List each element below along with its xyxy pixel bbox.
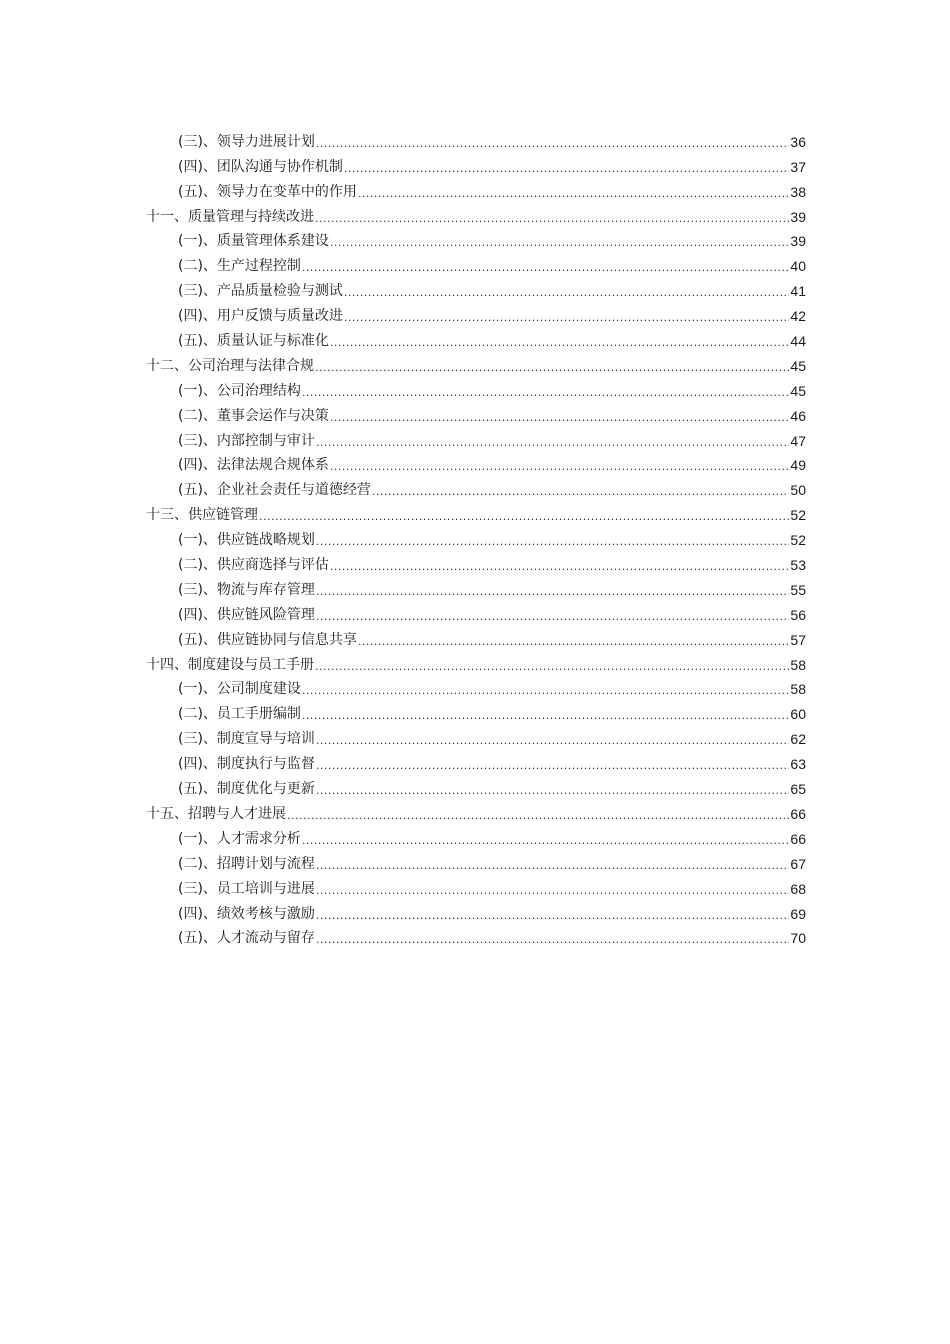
toc-dot-leader xyxy=(316,884,789,898)
toc-entry-title: (三)、内部控制与审计 xyxy=(178,432,315,449)
toc-entry-page: 52 xyxy=(790,532,806,549)
toc-dot-leader xyxy=(302,834,789,848)
toc-entry[interactable] xyxy=(146,923,806,948)
toc-entry[interactable] xyxy=(146,474,806,499)
toc-entry[interactable] xyxy=(146,848,806,873)
toc-dot-leader xyxy=(315,660,789,674)
toc-entry-title: (二)、董事会运作与决策 xyxy=(178,407,329,424)
toc-dot-leader xyxy=(287,809,789,823)
toc-entry[interactable] xyxy=(146,400,806,425)
toc-entry-title: (一)、公司治理结构 xyxy=(178,382,301,399)
toc-entry-page: 68 xyxy=(790,880,806,897)
toc-entry-title: (三)、产品质量检验与测试 xyxy=(178,283,343,300)
toc-entry-title: (四)、绩效考核与激励 xyxy=(178,905,315,922)
toc-entry[interactable] xyxy=(146,176,806,201)
toc-entry-page: 38 xyxy=(790,183,806,200)
toc-entry-title: (一)、供应链战略规划 xyxy=(178,532,315,549)
toc-chapter-entry[interactable] xyxy=(146,649,806,674)
toc-entry-page: 57 xyxy=(790,631,806,648)
toc-dot-leader xyxy=(316,859,789,873)
toc-dot-leader xyxy=(316,759,789,773)
toc-entry-title: (一)、人才需求分析 xyxy=(178,830,301,847)
toc-entry[interactable] xyxy=(146,599,806,624)
toc-entry-page: 66 xyxy=(790,805,806,822)
toc-entry-page: 44 xyxy=(790,333,806,350)
toc-dot-leader xyxy=(344,162,789,176)
toc-entry-title: (二)、生产过程控制 xyxy=(178,258,301,275)
toc-dot-leader xyxy=(316,784,789,798)
toc-entry[interactable] xyxy=(146,574,806,599)
toc-entry-title: (五)、人才流动与留存 xyxy=(178,930,315,947)
toc-dot-leader xyxy=(259,510,789,524)
toc-dot-leader xyxy=(344,311,789,325)
toc-entry-page: 55 xyxy=(790,581,806,598)
toc-entry-title: 十一、质量管理与持续改进 xyxy=(146,208,314,225)
toc-entry-title: 十二、公司治理与法律合规 xyxy=(146,357,314,374)
toc-entry-title: (四)、制度执行与监督 xyxy=(178,756,315,773)
toc-entry-page: 39 xyxy=(790,233,806,250)
toc-entry-title: (三)、物流与库存管理 xyxy=(178,581,315,598)
toc-entry[interactable] xyxy=(146,898,806,923)
toc-chapter-entry[interactable] xyxy=(146,350,806,375)
toc-entry[interactable] xyxy=(146,325,806,350)
toc-dot-leader xyxy=(330,336,789,350)
toc-dot-leader xyxy=(316,610,789,624)
toc-dot-leader xyxy=(302,386,789,400)
toc-entry-page: 70 xyxy=(790,930,806,947)
toc-entry-page: 36 xyxy=(790,133,806,150)
toc-entry[interactable] xyxy=(146,549,806,574)
toc-entry-page: 53 xyxy=(790,557,806,574)
toc-entry-page: 69 xyxy=(790,905,806,922)
toc-chapter-entry[interactable] xyxy=(146,201,806,226)
toc-entry-page: 65 xyxy=(790,781,806,798)
toc-entry-page: 45 xyxy=(790,382,806,399)
toc-entry-title: (二)、供应商选择与评估 xyxy=(178,557,329,574)
toc-entry-page: 47 xyxy=(790,432,806,449)
toc-dot-leader xyxy=(315,212,789,226)
toc-entry-page: 39 xyxy=(790,208,806,225)
toc-entry-title: (五)、企业社会责任与道德经营 xyxy=(178,482,371,499)
toc-entry-title: 十三、供应链管理 xyxy=(146,507,258,524)
toc-entry-title: (五)、质量认证与标准化 xyxy=(178,333,329,350)
toc-dot-leader xyxy=(358,635,789,649)
toc-entry[interactable] xyxy=(146,723,806,748)
toc-dot-leader xyxy=(330,236,789,250)
toc-entry-title: (三)、制度宣导与培训 xyxy=(178,731,315,748)
toc-entry-title: (三)、领导力进展计划 xyxy=(178,133,315,150)
toc-dot-leader xyxy=(316,909,789,923)
toc-entry[interactable] xyxy=(146,748,806,773)
toc-dot-leader xyxy=(302,709,789,723)
toc-entry-page: 46 xyxy=(790,407,806,424)
toc-dot-leader xyxy=(316,137,789,151)
toc-dot-leader xyxy=(316,585,789,599)
toc-entry-title: (二)、员工手册编制 xyxy=(178,706,301,723)
toc-chapter-entry[interactable] xyxy=(146,499,806,524)
toc-entry[interactable] xyxy=(146,300,806,325)
toc-entry-page: 67 xyxy=(790,855,806,872)
toc-entry-page: 58 xyxy=(790,656,806,673)
toc-entry-title: (一)、公司制度建设 xyxy=(178,681,301,698)
toc-entry-page: 52 xyxy=(790,507,806,524)
toc-entry-title: 十四、制度建设与员工手册 xyxy=(146,656,314,673)
toc-entry-page: 45 xyxy=(790,357,806,374)
toc-entry-page: 42 xyxy=(790,308,806,325)
toc-entry-title: (四)、用户反馈与质量改进 xyxy=(178,308,343,325)
toc-dot-leader xyxy=(316,436,789,450)
toc-entry-page: 50 xyxy=(790,482,806,499)
toc-entry-page: 60 xyxy=(790,706,806,723)
toc-entry-page: 63 xyxy=(790,756,806,773)
toc-dot-leader xyxy=(302,261,789,275)
toc-entry[interactable] xyxy=(146,624,806,649)
toc-entry-title: (四)、团队沟通与协作机制 xyxy=(178,158,343,175)
toc-entry-title: (二)、招聘计划与流程 xyxy=(178,855,315,872)
toc-entry-page: 37 xyxy=(790,158,806,175)
toc-entry[interactable] xyxy=(146,425,806,450)
toc-entry[interactable] xyxy=(146,375,806,400)
toc-entry-title: (四)、供应链风险管理 xyxy=(178,606,315,623)
toc-entry[interactable] xyxy=(146,674,806,699)
toc-dot-leader xyxy=(344,286,789,300)
toc-entry-page: 56 xyxy=(790,606,806,623)
toc-entry[interactable] xyxy=(146,450,806,475)
toc-dot-leader xyxy=(330,411,789,425)
toc-dot-leader xyxy=(315,361,789,375)
toc-dot-leader xyxy=(316,535,789,549)
toc-entry-title: (一)、质量管理体系建设 xyxy=(178,233,329,250)
toc-entry-page: 40 xyxy=(790,258,806,275)
toc-entry[interactable] xyxy=(146,151,806,176)
toc-dot-leader xyxy=(358,187,789,201)
toc-entry-title: (五)、领导力在变革中的作用 xyxy=(178,183,357,200)
toc-dot-leader xyxy=(330,460,789,474)
toc-entry[interactable] xyxy=(146,698,806,723)
toc-dot-leader xyxy=(316,734,789,748)
toc-dot-leader xyxy=(302,684,789,698)
toc-entry[interactable] xyxy=(146,275,806,300)
toc-entry-title: (四)、法律法规合规体系 xyxy=(178,457,329,474)
toc-entry[interactable] xyxy=(146,226,806,251)
toc-entry-page: 41 xyxy=(790,283,806,300)
toc-entry-title: 十五、招聘与人才进展 xyxy=(146,805,286,822)
toc-dot-leader xyxy=(372,485,789,499)
toc-entry[interactable] xyxy=(146,773,806,798)
toc-entry[interactable] xyxy=(146,126,806,151)
toc-entry-page: 66 xyxy=(790,830,806,847)
toc-chapter-entry[interactable] xyxy=(146,798,806,823)
toc-entry-page: 62 xyxy=(790,731,806,748)
toc-entry-title: (五)、供应链协同与信息共享 xyxy=(178,631,357,648)
toc-entry-title: (五)、制度优化与更新 xyxy=(178,781,315,798)
table-of-contents xyxy=(146,126,806,947)
toc-entry[interactable] xyxy=(146,250,806,275)
toc-entry[interactable] xyxy=(146,873,806,898)
toc-entry-title: (三)、员工培训与进展 xyxy=(178,880,315,897)
toc-entry[interactable] xyxy=(146,524,806,549)
toc-entry[interactable] xyxy=(146,823,806,848)
toc-dot-leader xyxy=(330,560,789,574)
toc-entry-page: 49 xyxy=(790,457,806,474)
toc-dot-leader xyxy=(316,933,789,947)
toc-entry-page: 58 xyxy=(790,681,806,698)
